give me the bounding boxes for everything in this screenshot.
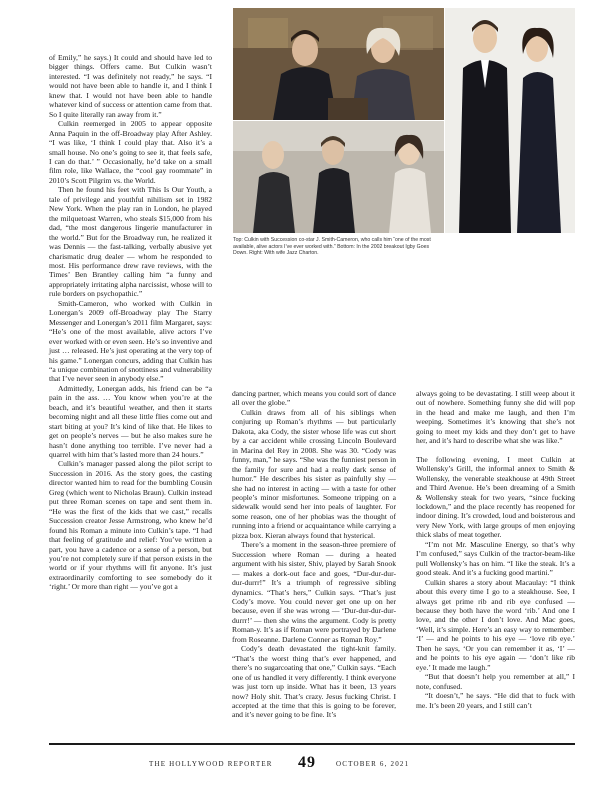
photo-illustration bbox=[233, 8, 444, 120]
photo-culkin-jazz-charton bbox=[445, 8, 575, 233]
paragraph: “It doesn’t,” he says. “He did that to fuck with me. It’s been 20 years, and I still can’t bbox=[416, 691, 575, 710]
paragraph: of Emily,” he says.) It could and should have led to bigger things. Offers came. But Culkin wasn’t interested. “I was definitely not ready,” he says. “I would not have been able to handle it, and I think I knew that. I would not have been able to handle whatever kind of success or attention came from that. So I quite literally ran away from it.” bbox=[49, 53, 212, 119]
paragraph: The following evening, I meet Culkin at Wollensky’s Grill, the informal annex to Smith & Wollensky, the venerable steakhouse at 49th Street and Third Avenue. He’s been dreaming of a Smith & Wollensky steak for two years, “since fucking lockdown,” and the place recently has reopened for indoor dining. It’s crowded, loud and boisterous and very New York, with large groups of men enjoying thick slabs of meat together. bbox=[416, 454, 575, 540]
article-column-3 bbox=[416, 389, 575, 710]
paragraph: There’s a moment in the season-three premiere of Succession where Roman — during a heated argument with his sister, Shiv, played by Sarah Snook — makes a dork-out face and goes, “Dur-dur-dur-dur-durrr!” It’s a triumph of regressive sibling dynamics. “That’s hers,” Culkin says. “That’s just Cody’s move. You could never get one up on her because, even if she was wrong — ‘Dur-dur-dur-dur-durrr!’ — then she wins the argument. Cody is pretty Roman-y. It’s as if Roman were portrayed by Darlene from Roseanne. Darlene Conner as Roman Roy.” bbox=[232, 540, 396, 644]
footer-publication: THE HOLLYWOOD REPORTER bbox=[149, 760, 273, 768]
footer-rule bbox=[49, 743, 575, 745]
photo-caption: Top: Culkin with Succession co-star J. Smith-Cameron, who calls him “one of the most available, alive actors I’ve ever worked with.” Bottom: In the 2002 breakout Igby Goes Down. Right: With wife Jazz Charton. bbox=[233, 237, 431, 257]
paragraph: Culkin reemerged in 2005 to appear opposite Anna Paquin in the off-Broadway play After Ashley. “I was like, ‘I think I could play that. Also it’s a small house. No one’s going to see it, that feels safe, I can do that.’ ” Occasionally, he’d take on a small film role, like Wallace, the “cool gay roommate” in 2010’s Scott Pilgrim vs. the World. bbox=[49, 119, 212, 185]
paragraph: Culkin shares a story about Macaulay: “I think about this every time I go to a steakhouse. See, I always get prime rib and rib eye confused — because they both have the word ‘rib.’ And one I love, and the other I don’t love. And Mac goes, ‘Well, it’s simple. Here’s an easy way to remember: ‘I’ — and he points to his eye — ‘love rib eye.’ Then he says, ‘Or you can remember it as, ‘I’ — and he points to his eye again — ‘don’t like rib eye.’ It made me laugh.” bbox=[416, 577, 575, 672]
paragraph: Smith-Cameron, who worked with Culkin in Lonergan’s 2009 off-Broadway play The Starry Messenger and Lonergan’s 2011 film Margaret, says: “He’s one of the most available, alive actors I’ve ever worked with or even seen. He’s so inventive and just … released. He’s just operating at the very top of his game.” Lonergan concurs, adding that Culkin has “a unique combination of snottiness and vulnerability that I’ve never seen in anybody else.” bbox=[49, 298, 212, 384]
paragraph: Admittedly, Lonergan adds, his friend can be “a pain in the ass. … You know when you’re at the beach, and it’s beautiful weather, and then it starts becoming night and all these little flies come out and start biting at you? It’s kind of like that. He likes to get on people’s nerves — but he also makes sure he hasn’t done anything too terrible. I’ve never had a quarrel with him that’s lasted more than 24 hours.” bbox=[49, 383, 212, 460]
article-column-1 bbox=[49, 53, 212, 592]
paragraph: Cody’s death devastated the tight-knit family. “That’s the worst thing that’s ever happened, and there’s no sugarcoating that one,” Culkin says. “Each one of us handled it very differently. I think everyone was just torn up inside. What has it been, 13 years now? Holy shit. That’s crazy. Jesus fucking Christ. I accepted at the time that this is going to be forever, and it’s never going to be fine. It’s bbox=[232, 644, 396, 720]
photo-igby-goes-down bbox=[233, 121, 444, 233]
paragraph: Culkin’s manager passed along the pilot script to Succession in 2016. As the story goes, the casting director wanted him to read for the bumbling Cousin Greg (which went to Nicholas Braun). Culkin instead put three Roman scenes on tape and sent them in. “He was the first of the kids that we cast,” recalls Succession creator Jesse Armstrong, who knew he’d found his Roman a minute into Culkin’s tape. “I had that feeling of gratitude and relief: You’ve written a part, you have a cadence or a sense of a person, but you’re not completely sure if that person exists in the world or if your rhythms will fit anyone. It’s just extraordinarily comforting to see somebody do it ‘right.’ Or more than right — you’ve got a bbox=[49, 459, 212, 592]
footer-date: OCTOBER 6, 2021 bbox=[336, 760, 410, 768]
paragraph: “But that doesn’t help you remember at all,” I note, confused. bbox=[416, 672, 575, 691]
photo-culkin-smith-cameron bbox=[233, 8, 444, 120]
paragraph: Culkin draws from all of his siblings when conjuring up Roman’s rhythms — but particularly Dakota, aka Cody, the sister whose life was cut short by a car accident while crossing Lincoln Boulevard in Marina del Rey in 2008. She was 30. “Cody was funny, man,” he says. “She was the funniest person in the family for sure and had a really dark sense of humor.” He describes his sister as painfully shy — she had no interest in acting — with a taste for other people’s minor misfortunes. Someone tripping on a sidewalk would send her into peals of laughter. For some reason, one of her phobias was the thought of running into a friend or acquaintance while carrying a pizza box. Kieran always found that hysterical. bbox=[232, 407, 396, 540]
photo-illustration bbox=[233, 121, 444, 233]
paragraph: dancing partner, which means you could sort of dance all over the globe.” bbox=[232, 389, 396, 408]
article-column-2 bbox=[232, 389, 396, 720]
paragraph: always going to be devastating. I still weep about it out of nowhere. Something funny she did will pop in the head and make me laugh, and then I’m weeping. Sometimes it’s knowing that she’s not going to meet my kids and they don’t get to have her, and it’s hard to describe what she was like.” bbox=[416, 389, 575, 446]
footer-page-number: 49 bbox=[298, 754, 316, 771]
paragraph: Then he found his feet with This Is Our Youth, a tale of privilege and youthful nihilism set in 1982 New York. When the play ran in London, he played the milquetoast Warren, who steals $15,000 from his dad, “the most dangerous lingerie manufacturer in the world.” But for the Broadway run, he realized it was Dennis — the fast-talking, verbally abusive yet charismatic drug dealer — whom he responded to most. His performance drew rave reviews, with the Times’ Ben Brantley calling him “a funny and appropriately irritating alpha narcissist, whose will to rule borders on psychopathic.” bbox=[49, 185, 212, 299]
photo-illustration bbox=[445, 8, 575, 233]
paragraph: “I’m not Mr. Masculine Energy, so that’s why I’m confused,” says Culkin of the tractor-beam-like pull Wollensky’s has on him. “I like the steak. It’s a good steak. And it’s a fucking good martini.” bbox=[416, 539, 575, 578]
